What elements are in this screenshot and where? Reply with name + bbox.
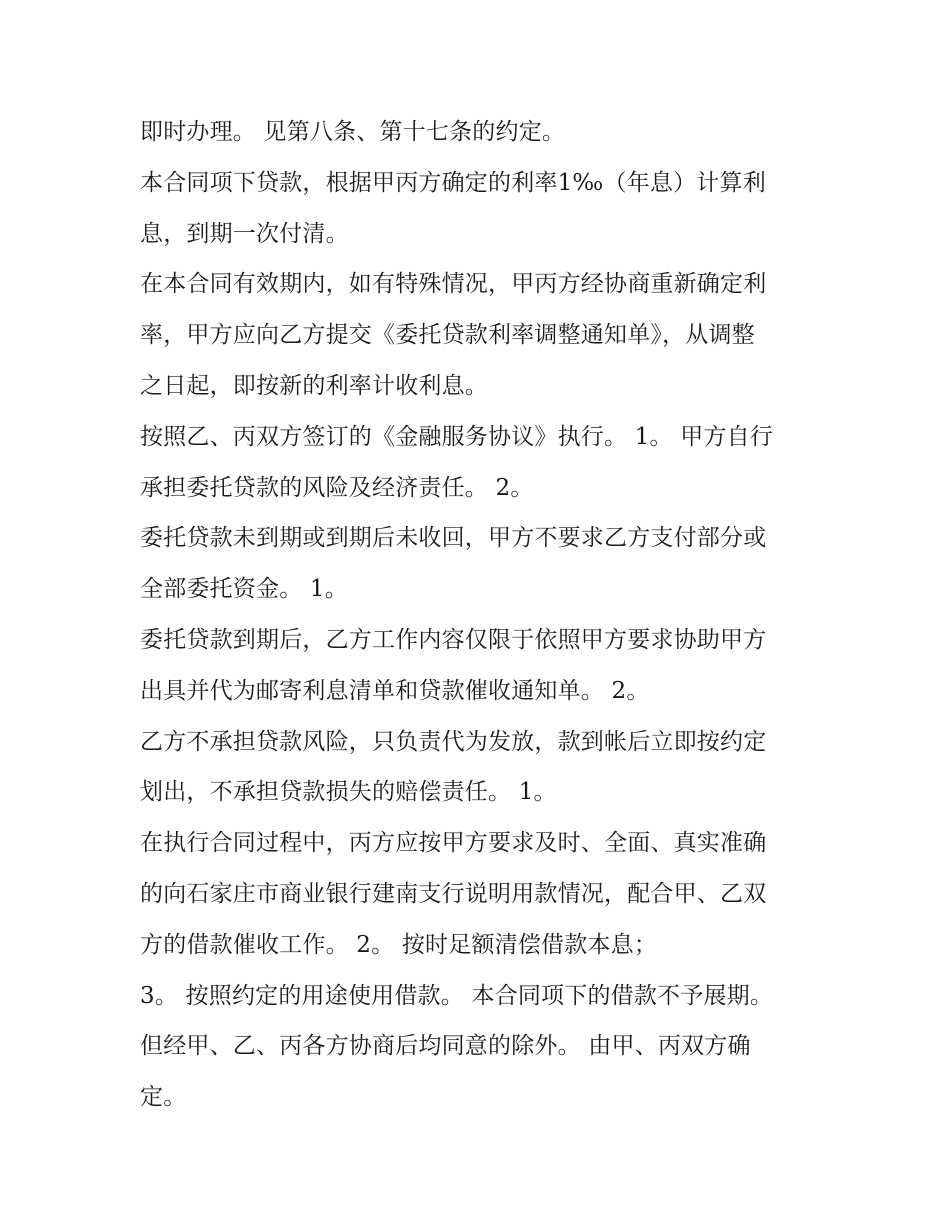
text-line: 委托贷款未到期或到期后未收回，甲方不要求乙方支付部分或 bbox=[140, 525, 767, 552]
text-line: 但经甲、乙、丙各方协商后均同意的除外。 由甲、丙双方确 bbox=[140, 1033, 751, 1060]
text-line: 乙方不承担贷款风险，只负责代为发放，款到帐后立即按约定 bbox=[140, 728, 767, 755]
text-line: 定。 bbox=[140, 1084, 187, 1111]
text-line: 委托贷款到期后，乙方工作内容仅限于依照甲方要求协助甲方 bbox=[140, 626, 767, 653]
text-line: 承担委托贷款的风险及经济责任。 2。 bbox=[140, 474, 534, 501]
text-line: 本合同项下贷款，根据甲丙方确定的利率1‰（年息）计算利 bbox=[140, 169, 766, 196]
text-line: 全部委托资金。 1。 bbox=[140, 576, 348, 603]
text-line: 的向石家庄市商业银行建南支行说明用款情况，配合甲、乙双 bbox=[140, 880, 767, 907]
text-line: 率，甲方应向乙方提交《委托贷款利率调整通知单》，从调整 bbox=[140, 322, 755, 349]
text-line: 之日起，即按新的利率计收利息。 bbox=[140, 372, 488, 399]
text-line: 3。 按照约定的用途使用借款。 本合同项下的借款不予展期。 bbox=[140, 982, 774, 1009]
text-line: 在执行合同过程中，丙方应按甲方要求及时、全面、真实准确 bbox=[140, 830, 767, 857]
text-line: 息，到期一次付清。 bbox=[140, 220, 349, 247]
text-line: 方的借款催收工作。 2。 按时足额清偿借款本息； bbox=[140, 931, 658, 958]
text-line: 按照乙、丙双方签订的《金融服务协议》执行。 1。 甲方自行 bbox=[140, 423, 774, 450]
contract-text-block bbox=[140, 107, 820, 1123]
text-line: 即时办理。 见第八条、第十七条的约定。 bbox=[140, 119, 566, 145]
text-line: 划出，不承担贷款损失的赔偿责任。 1。 bbox=[140, 779, 557, 806]
text-line: 在本合同有效期内，如有特殊情况，甲丙方经协商重新确定利 bbox=[140, 271, 767, 298]
text-line: 出具并代为邮寄利息清单和贷款催收通知单。 2。 bbox=[140, 677, 650, 704]
